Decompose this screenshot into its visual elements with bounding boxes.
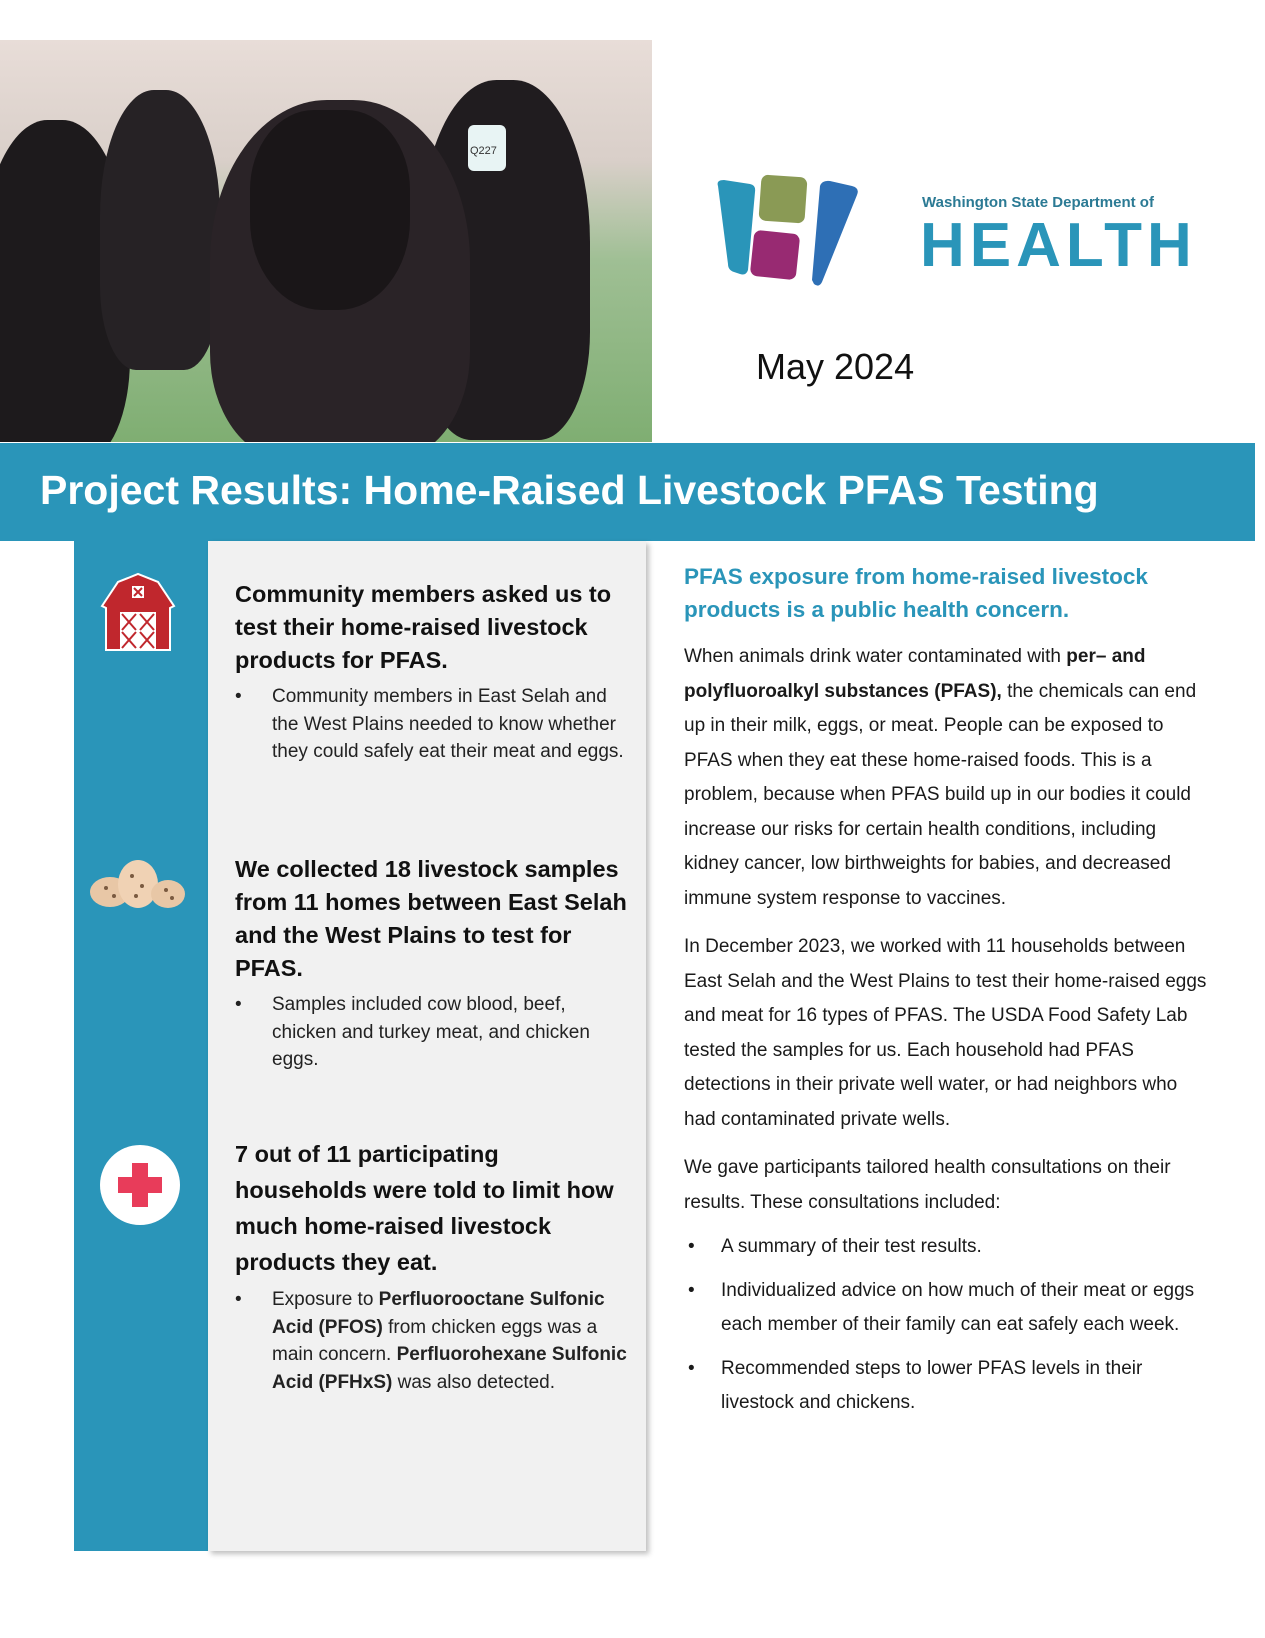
- cattle-photo: [0, 40, 652, 442]
- publication-date: May 2024: [756, 346, 915, 387]
- doh-logo-mark: [712, 172, 887, 297]
- block-bullet: • Exposure to Perfluorooctane Sulfonic Acid (PFOS) from chicken eggs was a main concern. Perfluorohexane Sulfonic Acid (PFHxS) was also detected.: [235, 1286, 635, 1396]
- paragraph-study: In December 2023, we worked with 11 households between East Selah and the West Plains to test their home-raised eggs and meat for 16 types of PFAS. The USDA Food Safety Lab tested the samples for us. Each household had PFAS detections in their private well water, or had neighbors who had contaminated private wells.: [684, 936, 1207, 1130]
- block-bullet: • Community members in East Selah and the West Plains needed to know whether they could safely eat their meat and eggs.: [235, 683, 635, 766]
- paragraph-consultations: We gave participants tailored health consultations on their results. These consultations included:: [684, 1157, 1171, 1213]
- block-samples: [235, 853, 635, 1074]
- block-heading: Community members asked us to test their home-raised livestock products for PFAS.: [235, 581, 612, 673]
- main-column: [684, 560, 1214, 1430]
- medical-cross-icon: [98, 1143, 182, 1227]
- block-heading: 7 out of 11 participating households were told to limit how much home-raised livestock products they eat.: [235, 1141, 614, 1275]
- paragraph-exposure: When animals drink water contaminated with per– and polyfluoroalkyl substances (PFAS), the chemicals can end up in their milk, eggs, or meat. People can be exposed to PFAS when they eat these home-raised foods. This is a problem, because when PFAS build up in our bodies it could increase our risks for certain health conditions, including kidney cancer, low birthweights for babies, and decreased immune system response to vaccines.: [684, 646, 1197, 909]
- logo-title: HEALTH: [920, 211, 1197, 280]
- eggs-icon: [88, 856, 188, 916]
- logo-subtitle: Washington State Department of: [922, 194, 1154, 211]
- title-banner: [0, 443, 1255, 541]
- block-results: [235, 1136, 635, 1396]
- section-heading: PFAS exposure from home-raised livestock products is a public health concern.: [684, 564, 1148, 622]
- block-bullet: • Samples included cow blood, beef, chicken and turkey meat, and chicken eggs.: [235, 991, 635, 1074]
- ear-tag: Q227: [468, 125, 506, 171]
- barn-icon: [98, 572, 178, 652]
- block-request: [235, 578, 635, 766]
- block-heading: We collected 18 livestock samples from 11 homes between East Selah and the West Plains to test for PFAS.: [235, 856, 627, 981]
- consultation-item: • Individualized advice on how much of their meat or eggs each member of their family can eat safely each week.: [684, 1274, 1214, 1343]
- doh-logo: [742, 172, 1197, 297]
- consultation-item: • Recommended steps to lower PFAS levels in their livestock and chickens.: [684, 1352, 1214, 1421]
- sidebar-strip: [74, 541, 208, 1551]
- consultation-item: • A summary of their test results.: [684, 1230, 1214, 1265]
- page-title: Project Results: Home-Raised Livestock PFAS Testing: [40, 467, 1099, 513]
